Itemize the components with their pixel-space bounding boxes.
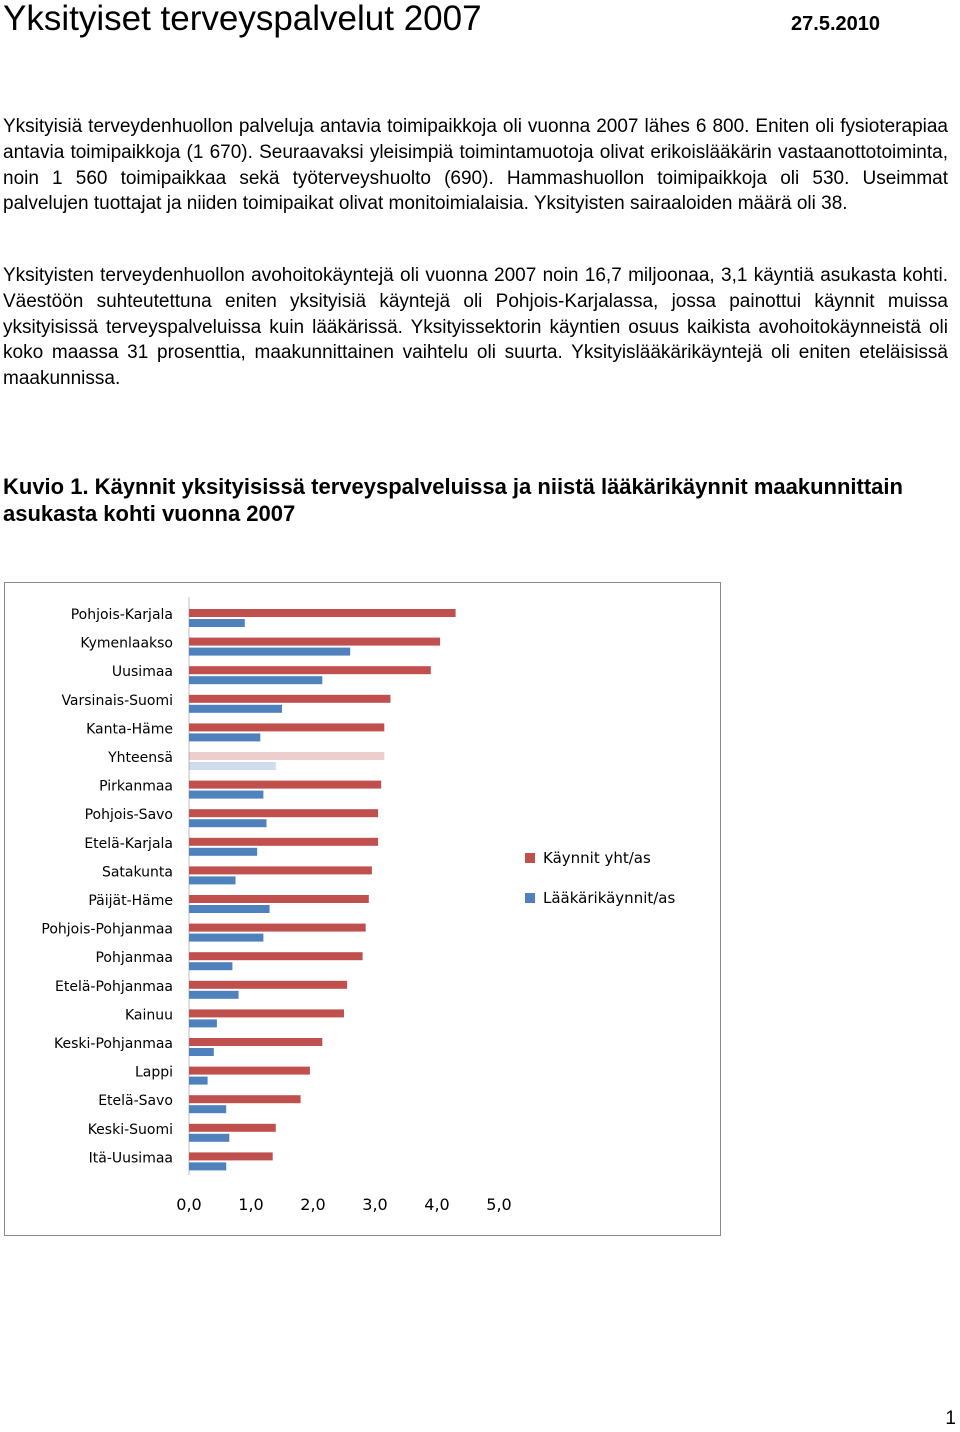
bar-varsinais-suomi-kaynnit: [189, 695, 391, 703]
category-label-etela-pohjanmaa: Etelä-Pohjanmaa: [55, 978, 173, 995]
legend-swatch-kaynnit: [525, 853, 535, 863]
intro-paragraph: Yksityisiä terveydenhuollon palveluja antavia toimipaikkoja oli vuonna 2007 lähes 6 800. Eniten oli fysioterapiaa antavia toimipaikkoja (1 670). Seuraavaksi yleisimpiä toimintamuotoja olivat erikoislääkärin vastaanottotoiminta, noin 1 560 toimipaikkaa sekä työterveyshuolto (690). Hammashuollon toimipaikkoja oli 530. Useimmat palvelujen tuottajat ja niiden toimipaikat olivat monitoimialaisia. Yksityisten sairaaloiden määrä oli 38.: [3, 116, 948, 215]
bar-etela-savo-kaynnit: [189, 1095, 301, 1103]
bar-pohjois-pohjanmaa-laakari: [189, 934, 263, 942]
category-label-ita-uusimaa: Itä-Uusimaa: [88, 1150, 173, 1167]
category-label-yhteensa: Yhteensä: [108, 750, 173, 766]
category-label-uusimaa: Uusimaa: [111, 664, 173, 681]
bar-etela-pohjanmaa-laakari: [189, 991, 239, 999]
bar-pohjanmaa-laakari: [189, 962, 232, 970]
bar-pirkanmaa-laakari: [189, 791, 263, 799]
bar-ita-uusimaa-kaynnit: [189, 1152, 273, 1160]
category-label-pohjois-karjala: Pohjois-Karjala: [70, 607, 173, 623]
category-label-kainuu: Kainuu: [124, 1007, 173, 1024]
page-number: 1: [945, 1408, 956, 1429]
figure-caption: Kuvio 1. Käynnit yksityisissä terveyspalveluissa ja niistä lääkärikäynnit maakunnittain asukasta kohti vuonna 2007: [3, 474, 903, 526]
legend-label-kaynnit: Käynnit yht/as: [543, 849, 651, 867]
bar-keski-suomi-laakari: [189, 1134, 229, 1142]
bar-pohjois-savo-laakari: [189, 819, 267, 827]
x-tick-label-5: 5,0: [486, 1195, 512, 1214]
bar-paijat-hame-kaynnit: [189, 895, 369, 903]
bar-kanta-hame-kaynnit: [189, 723, 384, 731]
category-label-pohjanmaa: Pohjanmaa: [95, 950, 173, 967]
bar-kanta-hame-laakari: [189, 733, 260, 741]
category-label-etela-karjala: Etelä-Karjala: [84, 835, 173, 852]
bar-uusimaa-laakari: [189, 676, 322, 684]
bar-kymenlaakso-laakari: [189, 648, 350, 656]
bar-keski-pohjanmaa-kaynnit: [189, 1038, 322, 1046]
x-tick-label-4: 4,0: [424, 1195, 450, 1214]
x-tick-label-0: 0,0: [176, 1195, 202, 1214]
page-title: Yksityiset terveyspalvelut 2007: [3, 0, 482, 38]
page-date: 27.5.2010: [791, 13, 880, 35]
bar-satakunta-laakari: [189, 876, 236, 884]
bar-yhteensa-laakari: [189, 762, 276, 770]
bar-pohjois-savo-kaynnit: [189, 809, 378, 817]
bar-ita-uusimaa-laakari: [189, 1162, 226, 1170]
category-label-satakunta: Satakunta: [101, 864, 173, 881]
category-label-pirkanmaa: Pirkanmaa: [99, 778, 173, 795]
bar-kymenlaakso-kaynnit: [189, 638, 440, 646]
category-label-lappi: Lappi: [134, 1064, 173, 1081]
bar-lappi-kaynnit: [189, 1067, 310, 1075]
x-tick-label-2: 2,0: [300, 1195, 326, 1214]
category-label-varsinais-suomi: Varsinais-Suomi: [61, 692, 173, 709]
legend-swatch-laakari: [525, 893, 535, 903]
bar-keski-pohjanmaa-laakari: [189, 1048, 214, 1056]
visits-paragraph: Yksityisten terveydenhuollon avohoitokäyntejä oli vuonna 2007 noin 16,7 miljoonaa, 3,1 käyntiä asukasta kohti. Väestöön suhteutettuna eniten yksityisiä käyntejä oli Pohjois-Karjalassa, jossa painottui käynnit muissa yksityisissä terveyspalveluissa kuin lääkärissä. Yksityissektorin käyntien osuus kaikista avohoitokäynneistä oli koko maassa 31 prosenttia, maakunnittainen vaihtelu oli suurta. Yksityislääkärikäyntejä oli eniten eteläisissä maakunnissa.: [3, 265, 948, 390]
category-label-etela-savo: Etelä-Savo: [98, 1093, 173, 1110]
category-label-kymenlaakso: Kymenlaakso: [80, 635, 173, 652]
bar-etela-pohjanmaa-kaynnit: [189, 981, 347, 989]
bar-keski-suomi-kaynnit: [189, 1124, 276, 1132]
bar-kainuu-kaynnit: [189, 1009, 344, 1017]
bar-lappi-laakari: [189, 1077, 208, 1085]
bar-satakunta-kaynnit: [189, 866, 372, 874]
bar-pohjois-karjala-kaynnit: [189, 609, 456, 617]
bar-paijat-hame-laakari: [189, 905, 270, 913]
bar-etela-karjala-laakari: [189, 848, 257, 856]
x-tick-label-3: 3,0: [362, 1195, 388, 1214]
chart-frame: [4, 582, 721, 1236]
bar-etela-savo-laakari: [189, 1105, 226, 1113]
bar-etela-karjala-kaynnit: [189, 838, 378, 846]
legend-label-laakari: Lääkärikäynnit/as: [543, 889, 676, 907]
bar-pohjois-pohjanmaa-kaynnit: [189, 924, 366, 932]
bar-pohjanmaa-kaynnit: [189, 952, 363, 960]
x-tick-label-1: 1,0: [238, 1195, 264, 1214]
bar-chart: [5, 583, 720, 1235]
bar-yhteensa-kaynnit: [189, 752, 384, 760]
bar-pohjois-karjala-laakari: [189, 619, 245, 627]
category-label-pohjois-savo: Pohjois-Savo: [84, 807, 173, 824]
bar-varsinais-suomi-laakari: [189, 705, 282, 713]
category-label-paijat-hame: Päijät-Häme: [88, 893, 173, 909]
category-label-pohjois-pohjanmaa: Pohjois-Pohjanmaa: [41, 921, 173, 938]
category-label-keski-pohjanmaa: Keski-Pohjanmaa: [54, 1036, 173, 1052]
bar-kainuu-laakari: [189, 1019, 217, 1027]
category-label-kanta-hame: Kanta-Häme: [86, 721, 173, 738]
bar-pirkanmaa-kaynnit: [189, 781, 381, 789]
bar-uusimaa-kaynnit: [189, 666, 431, 674]
category-label-keski-suomi: Keski-Suomi: [87, 1121, 173, 1138]
